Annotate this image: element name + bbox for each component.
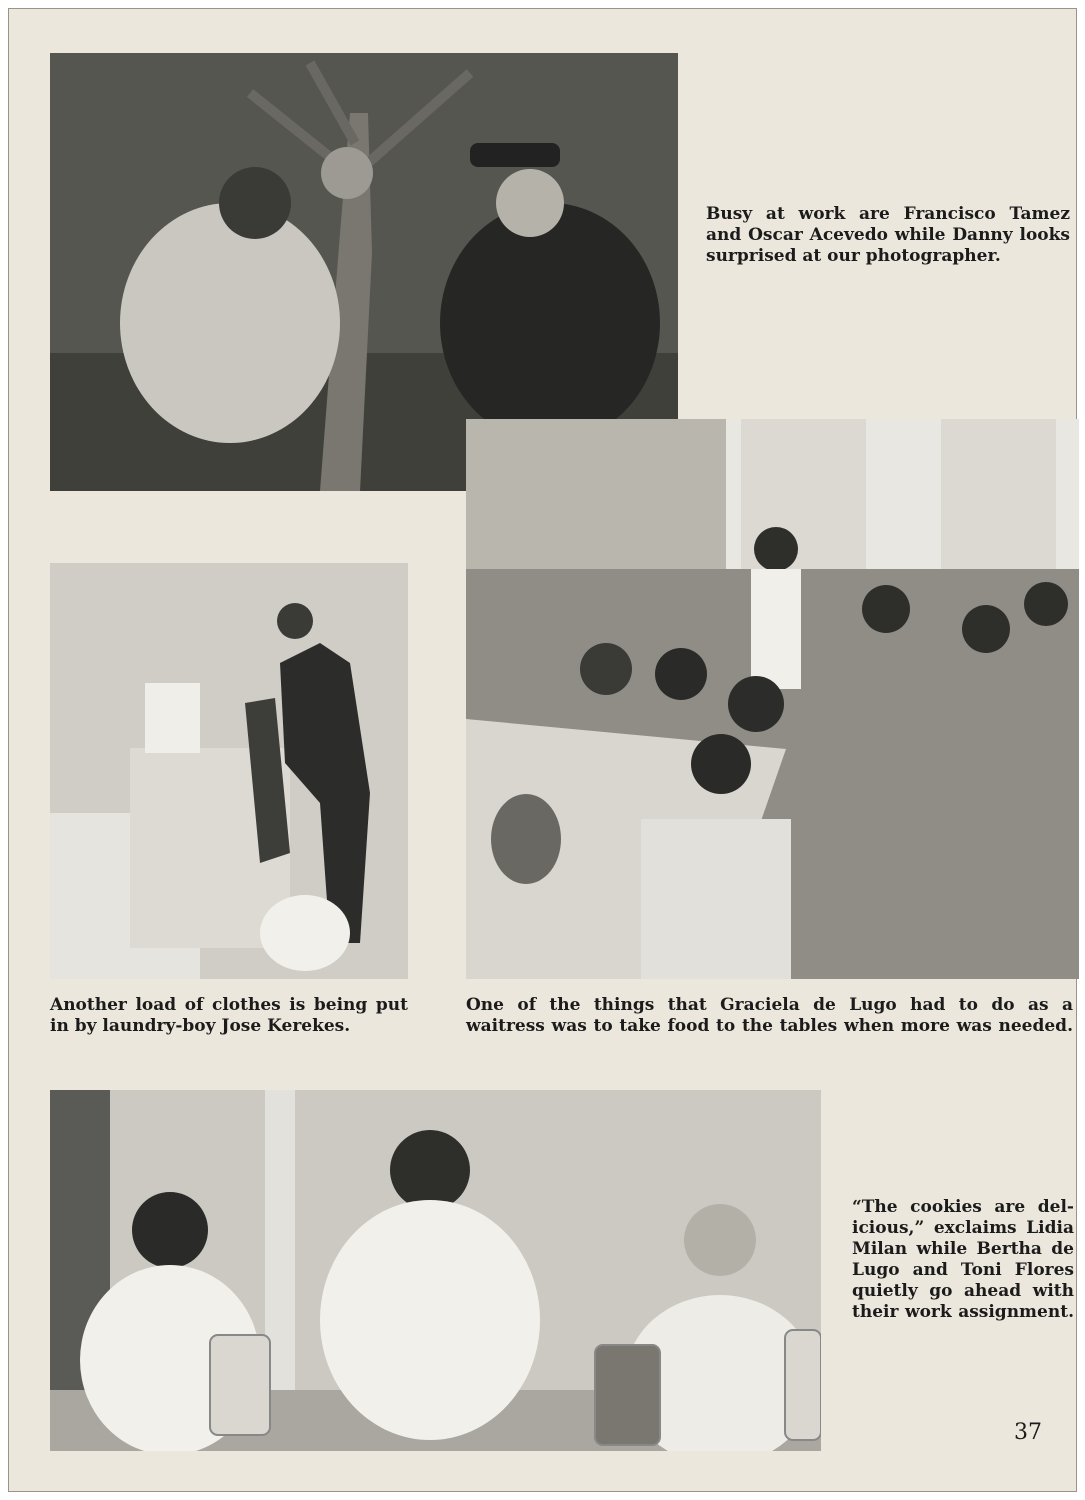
caption-line: quietly go ahead with (852, 1281, 1074, 1301)
caption-line: Busy at work are Francisco Tamez (706, 204, 1070, 224)
caption-line: “The cookies are del- (852, 1197, 1074, 1217)
caption-waitress (466, 995, 1073, 1037)
caption-line: Another load of clothes is being put (50, 995, 408, 1015)
caption-line: Lugo and Toni Flores (852, 1260, 1074, 1280)
caption-line: icious,” exclaims Lidia (852, 1218, 1074, 1238)
yearbook-page (8, 8, 1077, 1492)
photo-laundry (50, 563, 408, 979)
caption-laundry (50, 995, 408, 1037)
caption-line: Milan while Bertha de (852, 1239, 1074, 1259)
caption-line: and Oscar Acevedo while Danny looks (706, 225, 1070, 245)
caption-tree-work (706, 204, 1070, 267)
caption-line: in by laundry-boy Jose Kerekes. (50, 1016, 351, 1036)
caption-line: surprised at our photographer. (706, 246, 1001, 266)
caption-cookies (852, 1197, 1074, 1323)
caption-line: waitress was to take food to the tables when more was needed. (466, 1016, 1073, 1036)
caption-line: their work assignment. (852, 1302, 1074, 1322)
photo-cookies (50, 1090, 821, 1451)
page-number: 37 (1014, 1420, 1042, 1445)
photo-dining (466, 419, 1079, 979)
caption-line: One of the things that Graciela de Lugo had to do as a (466, 995, 1073, 1015)
